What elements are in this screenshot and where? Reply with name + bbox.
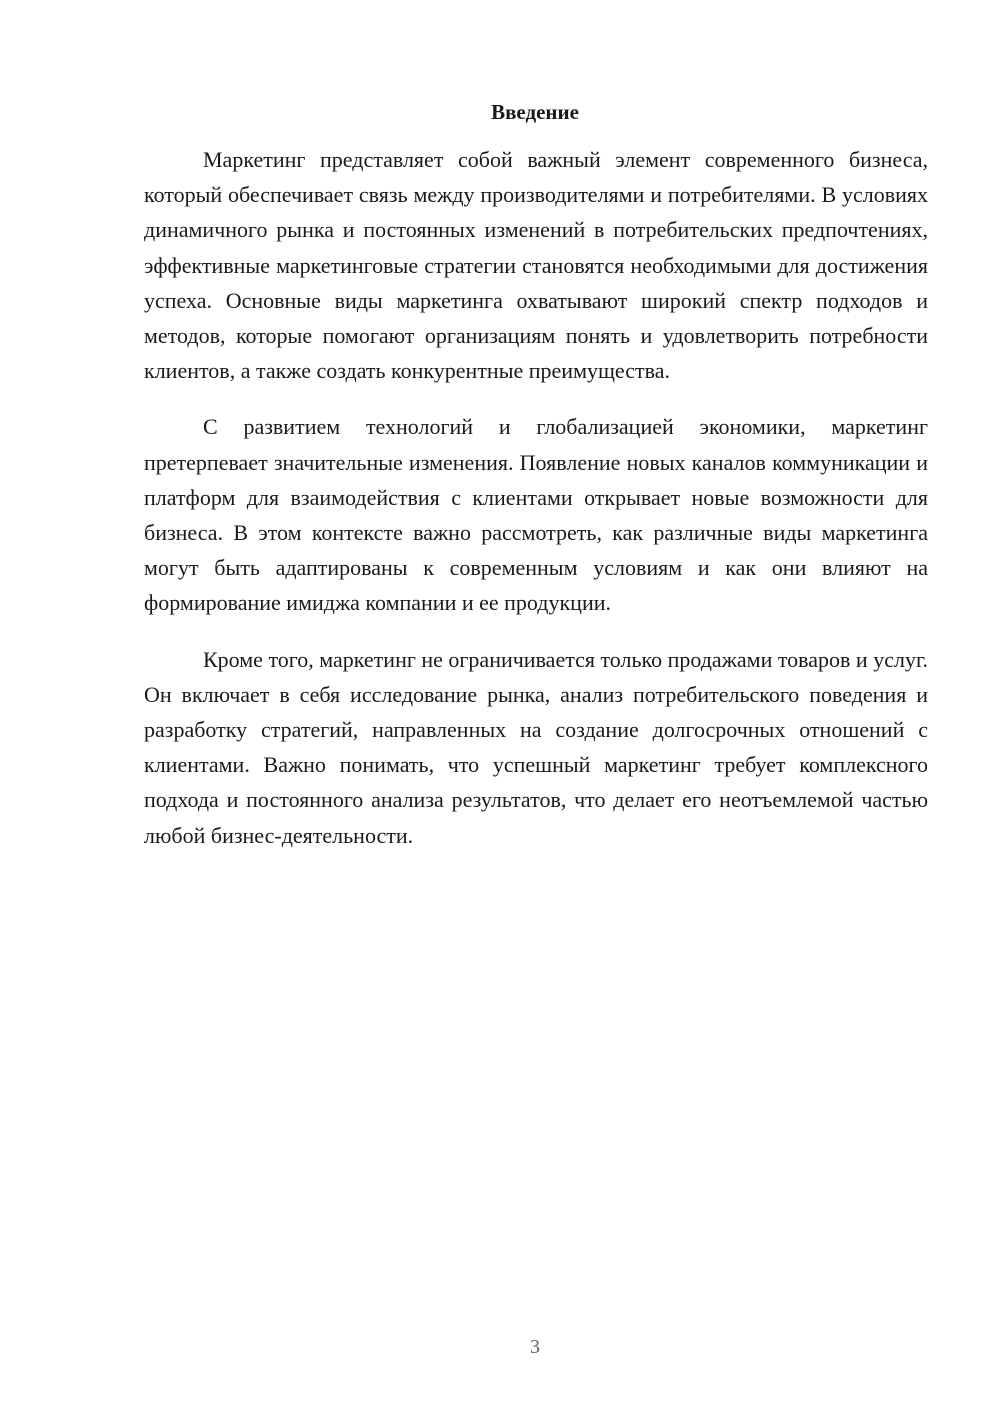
paragraph-2: С развитием технологий и глобализацией экономики, маркетинг претерпевает значительные изменения. Появление новых каналов коммуникации и платформ для взаимодействия с клиентами открывает новые возможности для бизнеса. В этом контексте важно рассмотреть, как различные виды маркетинга могут быть адаптированы к современным условиям и как они влияют на формирование имиджа компании и ее продукции.: [144, 414, 928, 616]
section-heading: Введение: [491, 100, 579, 124]
paragraph-3: Кроме того, маркетинг не ограничивается только продажами товаров и услуг. Он включает в себя исследование рынка, анализ потребительского поведения и разработку стратегий, направленных на создание долгосрочных отношений с клиентами. Важно понимать, что успешный маркетинг требует комплексного подхода и постоянного анализа результатов, что делает его неотъемлемой частью любой бизнес-деятельности.: [144, 646, 928, 848]
paragraph-1: Маркетинг представляет собой важный элемент современного бизнеса, который обеспечивает связь между производителями и потребителями. В условиях динамичного рынка и постоянных изменений в потребительских предпочтениях, эффективные маркетинговые стратегии становятся необходимыми для достижения успеха. Основные виды маркетинга охватывают широкий спектр подходов и методов, которые помогают организациям понять и удовлетворить потребности клиентов, а также создать конкурентные преимущества.: [144, 147, 928, 384]
body-text: [144, 142, 928, 874]
page-number: 3: [530, 1336, 540, 1358]
